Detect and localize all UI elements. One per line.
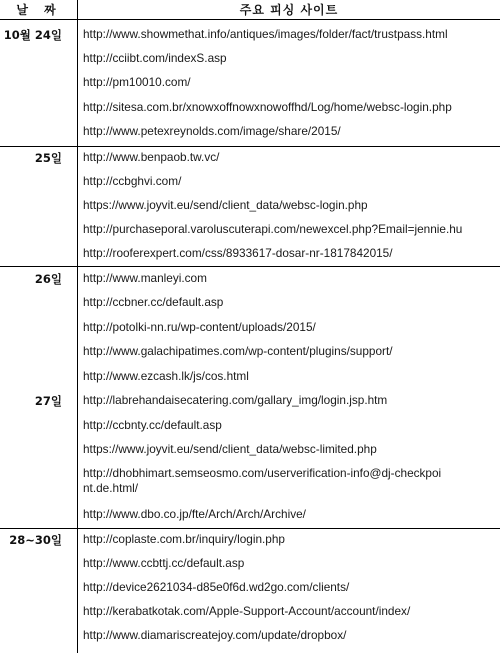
group-separator <box>0 266 500 267</box>
group-separator <box>0 528 500 529</box>
url-row: http://device2621034-d85e0f6d.wd2go.com/clients/ <box>83 580 350 594</box>
date-cell: 10월 24일 <box>3 28 62 42</box>
url-row: http://ccbnty.cc/default.asp <box>83 418 222 432</box>
url-row: http://sitesa.com.br/xnowxoffnowxnowoffhd/Log/home/websc-login.php <box>83 100 452 114</box>
url-row: http://ccbner.cc/default.asp <box>83 295 224 309</box>
column-divider <box>77 0 78 653</box>
url-row: http://www.ccbttj.cc/default.asp <box>83 556 245 570</box>
date-cell: 25일 <box>34 151 62 165</box>
url-row: https://www.joyvit.eu/send/client_data/websc-limited.php <box>83 442 377 456</box>
url-row: http://dhobhimart.semseosmo.com/userverification-info@dj-checkpoint.de.html/ <box>83 466 442 495</box>
url-row: https://www.joyvit.eu/send/client_data/websc-login.php <box>83 198 368 212</box>
url-row: http://pm10010.com/ <box>83 75 191 89</box>
url-row: http://rooferexpert.com/css/8933617-dosar-nr-1817842015/ <box>83 246 393 260</box>
url-row: http://www.dbo.co.jp/fte/Arch/Arch/Archive/ <box>83 507 306 521</box>
url-row: http://www.showmethat.info/antiques/images/folder/fact/trustpass.html <box>83 27 448 41</box>
url-column-header: 주요 피싱 사이트 <box>239 3 339 17</box>
url-row: http://labrehandaisecatering.com/gallary_img/login.jsp.htm <box>83 393 388 407</box>
url-row: http://purchaseporal.varoluscuterapi.com/newexcel.php?Email=jennie.hu <box>83 222 463 236</box>
group-separator <box>0 146 500 147</box>
url-row: http://www.petexreynolds.com/image/share/2015/ <box>83 124 341 138</box>
date-cell: 28~30일 <box>9 533 62 547</box>
date-column-header: 날 짜 <box>16 3 62 17</box>
date-cell: 27일 <box>34 394 62 408</box>
url-row: http://www.ezcash.lk/js/cos.html <box>83 369 249 383</box>
url-row: http://www.diamariscreatejoy.com/update/dropbox/ <box>83 628 347 642</box>
url-row: http://potolki-nn.ru/wp-content/uploads/2015/ <box>83 320 316 334</box>
url-row: http://www.galachipatimes.com/wp-content/plugins/support/ <box>83 344 393 358</box>
url-row: http://cciibt.com/indexS.asp <box>83 51 227 65</box>
url-row: http://www.manleyi.com <box>83 271 207 285</box>
url-row: http://www.benpaob.tw.vc/ <box>83 150 220 164</box>
url-row: http://kerabatkotak.com/Apple-Support-Account/account/index/ <box>83 604 411 618</box>
date-cell: 26일 <box>34 272 62 286</box>
url-row: http://coplaste.com.br/inquiry/login.php <box>83 532 285 546</box>
url-row: http://ccbghvi.com/ <box>83 174 182 188</box>
table-header <box>0 0 500 20</box>
